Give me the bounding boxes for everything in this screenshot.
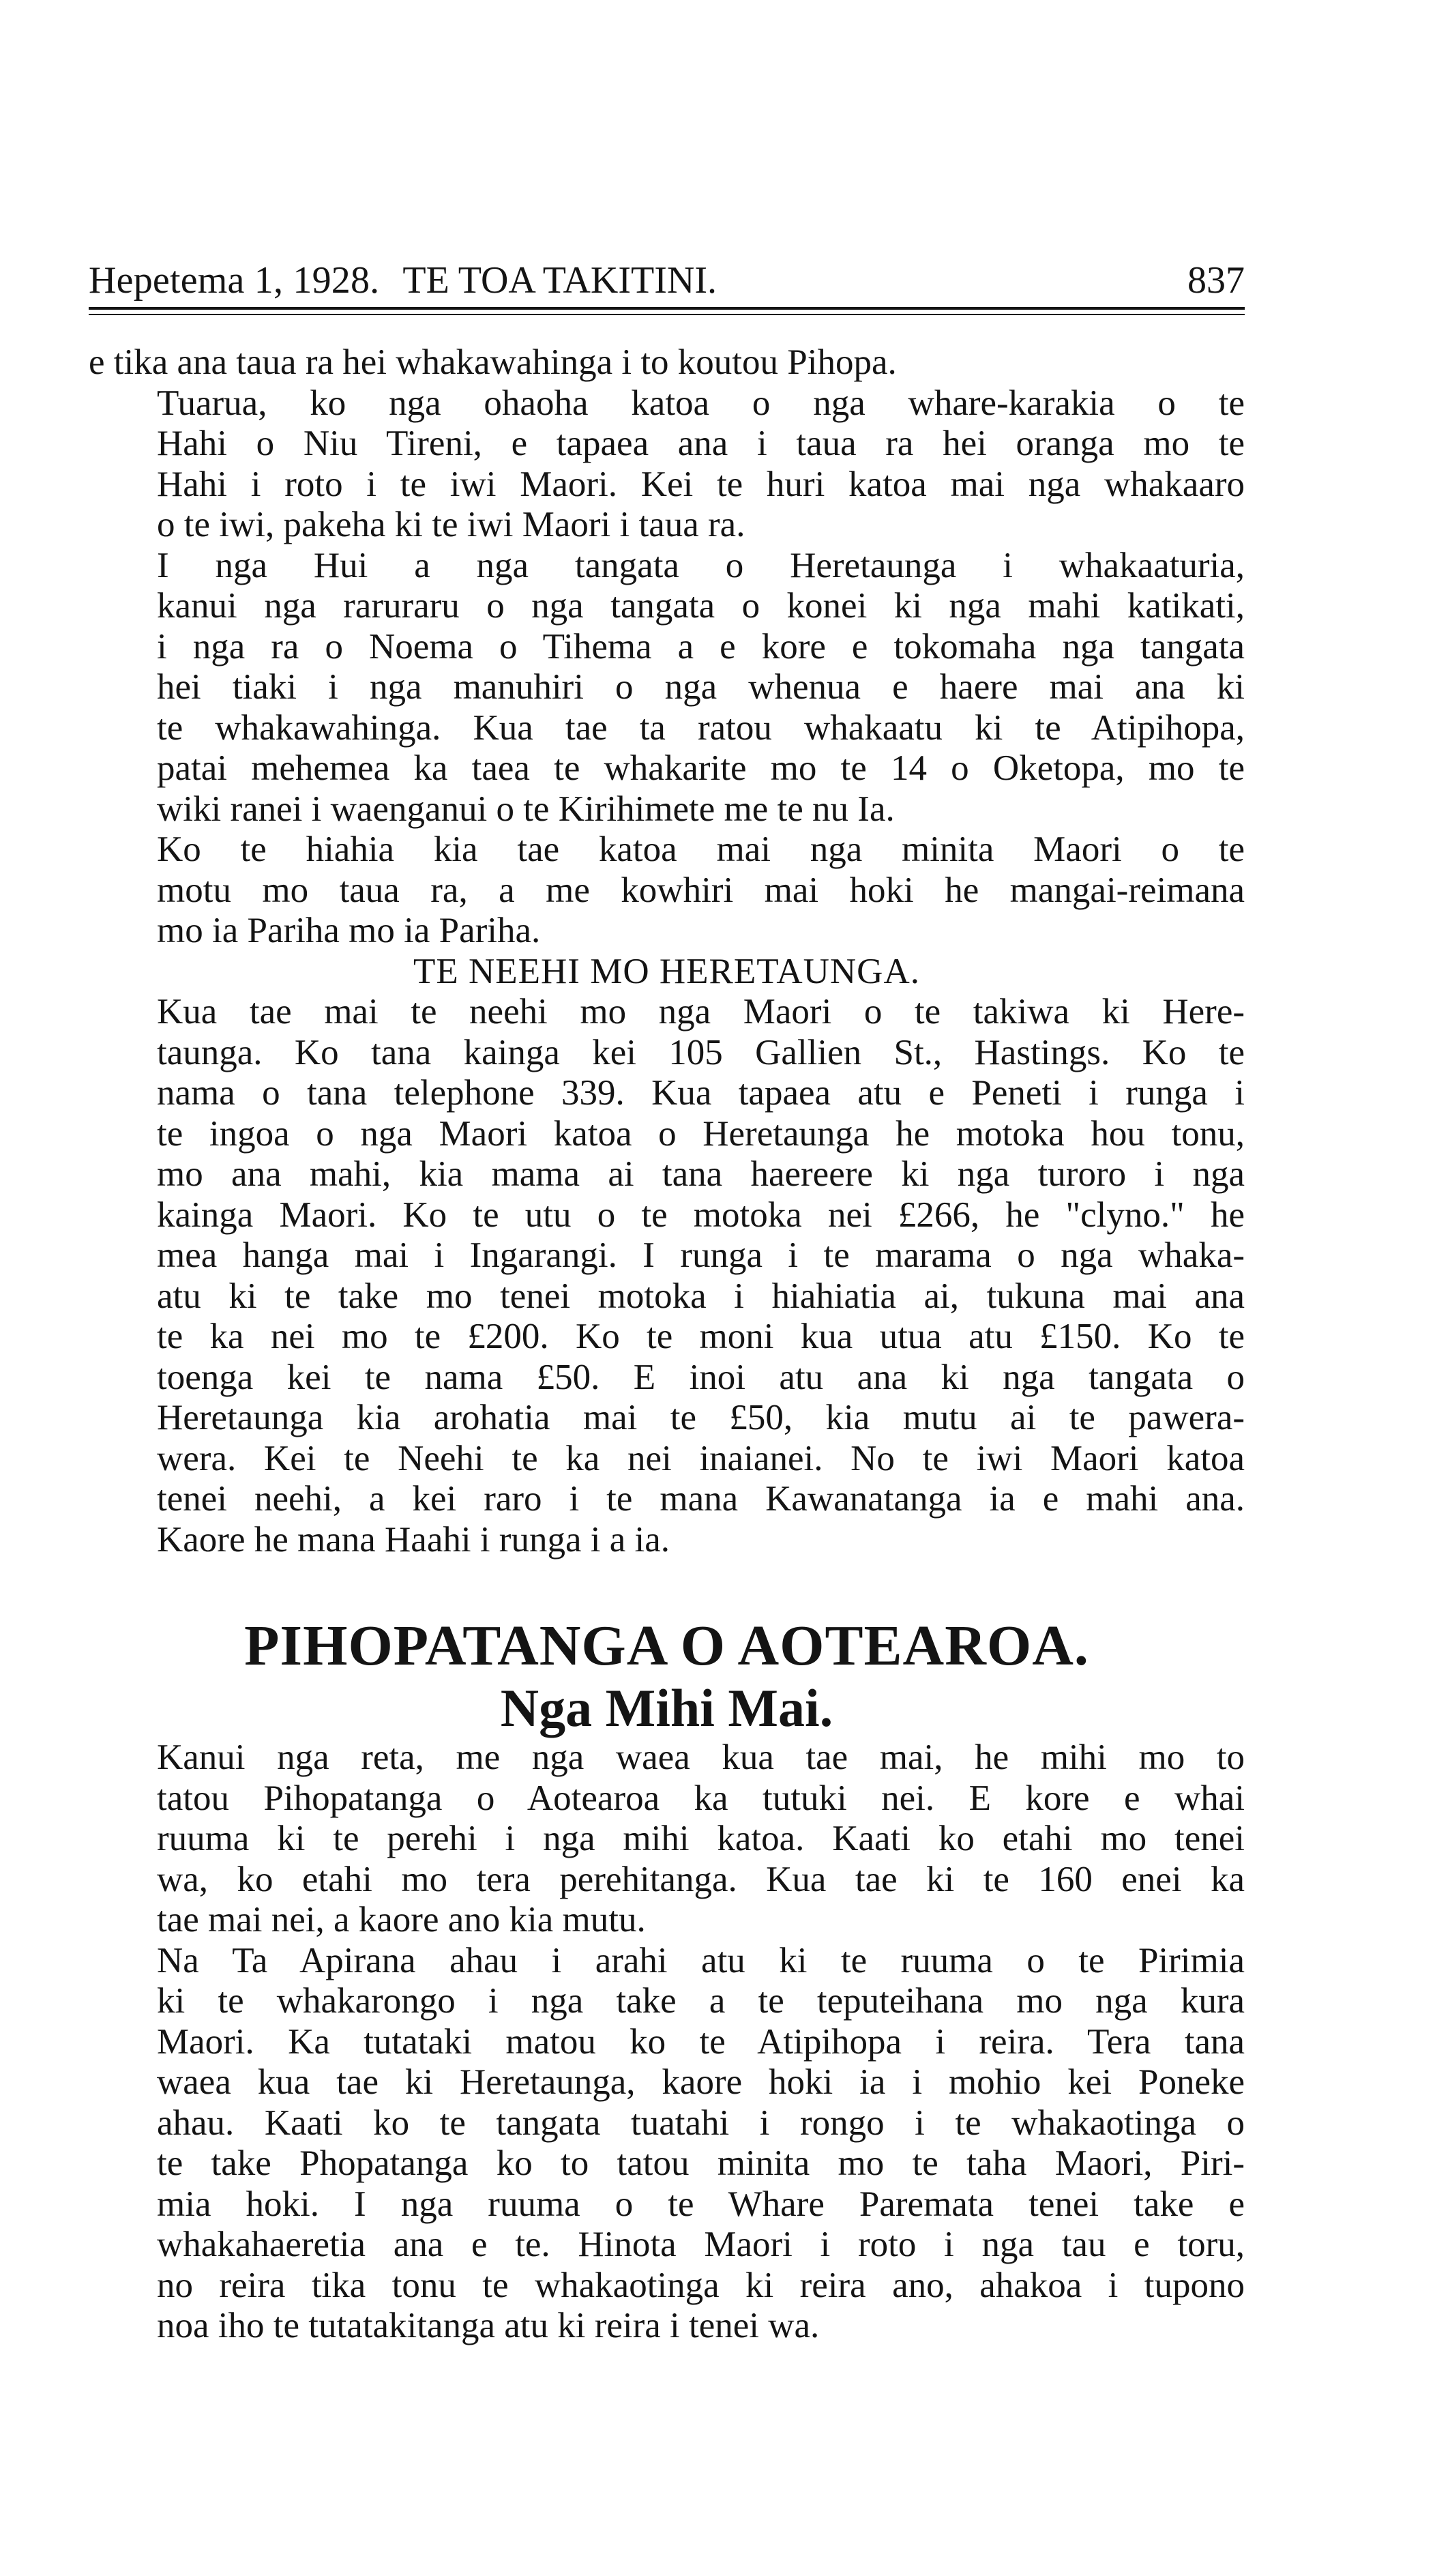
- text-line: wera. Kei te Neehi te ka nei inaianei. No te iwi Maori katoa: [157, 1438, 1245, 1478]
- text-line: ruuma ki te perehi i nga mihi katoa. Kaati ko etahi mo tenei: [157, 1819, 1245, 1858]
- paragraph-mihi: [89, 1738, 1245, 1941]
- text-line: Kua tae mai te neehi mo nga Maori o te takiwa ki Here-: [157, 992, 1245, 1031]
- text-line: Kaore he mana Haahi i runga i a ia.: [157, 1519, 670, 1560]
- text-line: hei tiaki i nga manuhiri o nga whenua e haere mai ana ki: [157, 667, 1245, 707]
- text-line: tenei neehi, a kei raro i te mana Kawanatanga ia e mahi ana.: [157, 1479, 1245, 1519]
- text-line: e tika ana taua ra hei whakawahinga i to koutou Pihopa.: [89, 342, 897, 382]
- text-line: o te iwi, pakeha ki te iwi Maori i taua ra.: [157, 505, 745, 544]
- issue-date: Hepetema 1, 1928.: [89, 259, 380, 302]
- text-line: Ko te hiahia kia tae katoa mai nga minita Maori o te: [157, 830, 1245, 869]
- text-line: motu mo taua ra, a me kowhiri mai hoki he mangai-reimana: [157, 870, 1245, 910]
- text-line: taunga. Ko tana kainga kei 105 Gallien St., Hastings. Ko te: [157, 1032, 1245, 1072]
- paragraph-neehi: [89, 992, 1245, 1560]
- text-line: ki te whakarongo i nga take a te teputeihana mo nga kura: [157, 1981, 1245, 2021]
- text-line: I nga Hui a nga tangata o Heretaunga i whakaaturia,: [157, 545, 1245, 585]
- text-line: te take Phopatanga ko to tatou minita mo te taha Maori, Piri-: [157, 2143, 1245, 2183]
- document-page: [89, 254, 1245, 2347]
- text-line: mo ana mahi, kia mama ai tana haereere ki nga turoro i nga: [157, 1154, 1245, 1194]
- text-line: Kanui nga reta, me nga waea kua tae mai, he mihi mo to: [157, 1738, 1245, 1777]
- header-left: [89, 258, 717, 303]
- article-subtitle: Nga Mihi Mai.: [500, 1678, 833, 1738]
- text-line: tae mai nei, a kaore ano kia mutu.: [157, 1900, 646, 1940]
- text-line: wiki ranei i waenganui o te Kirihimete me te nu Ia.: [157, 789, 895, 829]
- text-line: Maori. Ka tutataki matou ko te Atipihopa i reira. Tera tana: [157, 2021, 1245, 2062]
- text-line: mia hoki. I nga ruuma o te Whare Paremata tenei take e: [157, 2184, 1245, 2224]
- text-line: toenga kei te nama £50. E inoi atu ana ki nga tangata o: [157, 1357, 1245, 1397]
- paragraph-continuation: [89, 342, 1245, 383]
- text-line: te whakawahinga. Kua tae ta ratou whakaatu ki te Atipihopa,: [157, 707, 1245, 748]
- paragraph-apirana: [89, 1941, 1245, 2347]
- running-header: [89, 254, 1245, 303]
- text-line: mo ia Pariha mo ia Pariha.: [157, 911, 541, 950]
- text-line: atu ki te take mo tenei motoka i hiahiatia ai, tukuna mai ana: [157, 1276, 1245, 1316]
- text-line: tatou Pihopatanga o Aotearoa ka tutuki nei. E kore e whai: [157, 1778, 1245, 1818]
- publication-title: TE TOA TAKITINI.: [402, 259, 717, 302]
- paragraph-hiahia: [89, 830, 1245, 952]
- text-line: patai mehemea ka taea te whakarite mo te 14 o Oketopa, mo te: [157, 748, 1245, 788]
- article-title: PIHOPATANGA O AOTEAROA.: [244, 1614, 1089, 1678]
- paragraph-hui: [89, 546, 1245, 830]
- text-line: Hahi i roto i te iwi Maori. Kei te huri katoa mai nga whakaaro: [157, 464, 1245, 504]
- text-line: ahau. Kaati ko te tangata tuatahi i rongo i te whakaotinga o: [157, 2103, 1245, 2143]
- section-heading-neehi: TE NEEHI MO HERETAUNGA.: [413, 951, 920, 991]
- text-line: te ka nei mo te £200. Ko te moni kua utua atu £150. Ko te: [157, 1317, 1245, 1356]
- text-line: kanui nga raruraru o nga tangata o konei ki nga mahi katikati,: [157, 586, 1245, 626]
- text-line: whakahaeretia ana e te. Hinota Maori i roto i nga tau e toru,: [157, 2225, 1245, 2264]
- text-line: Na Ta Apirana ahau i arahi atu ki te ruuma o te Pirimia: [157, 1940, 1245, 1980]
- text-line: Tuarua, ko nga ohaoha katoa o nga whare-karakia o te: [157, 383, 1245, 423]
- text-line: Hahi o Niu Tireni, e tapaea ana i taua ra hei oranga mo te: [157, 424, 1245, 463]
- text-line: Heretaunga kia arohatia mai te £50, kia mutu ai te pawera-: [157, 1398, 1245, 1437]
- header-rule: [89, 307, 1245, 315]
- text-line: te ingoa o nga Maori katoa o Heretaunga he motoka hou tonu,: [157, 1113, 1245, 1154]
- text-line: noa iho te tutatakitanga atu ki reira i tenei wa.: [157, 2306, 820, 2345]
- text-line: no reira tika tonu te whakaotinga ki reira ano, ahakoa i tupono: [157, 2265, 1245, 2305]
- text-line: waea kua tae ki Heretaunga, kaore hoki ia i mohio kei Poneke: [157, 2062, 1245, 2102]
- text-line: nama o tana telephone 339. Kua tapaea atu e Peneti i runga i: [157, 1073, 1245, 1113]
- text-line: kainga Maori. Ko te utu o te motoka nei £266, he "clyno." he: [157, 1195, 1245, 1235]
- page-number: 837: [1187, 259, 1245, 302]
- text-line: wa, ko etahi mo tera perehitanga. Kua tae ki te 160 enei ka: [157, 1859, 1245, 1899]
- text-line: i nga ra o Noema o Tihema a e kore e tokomaha nga tangata: [157, 626, 1245, 667]
- text-line: mea hanga mai i Ingarangi. I runga i te marama o nga whaka-: [157, 1235, 1245, 1275]
- paragraph-tuarua: [89, 383, 1245, 546]
